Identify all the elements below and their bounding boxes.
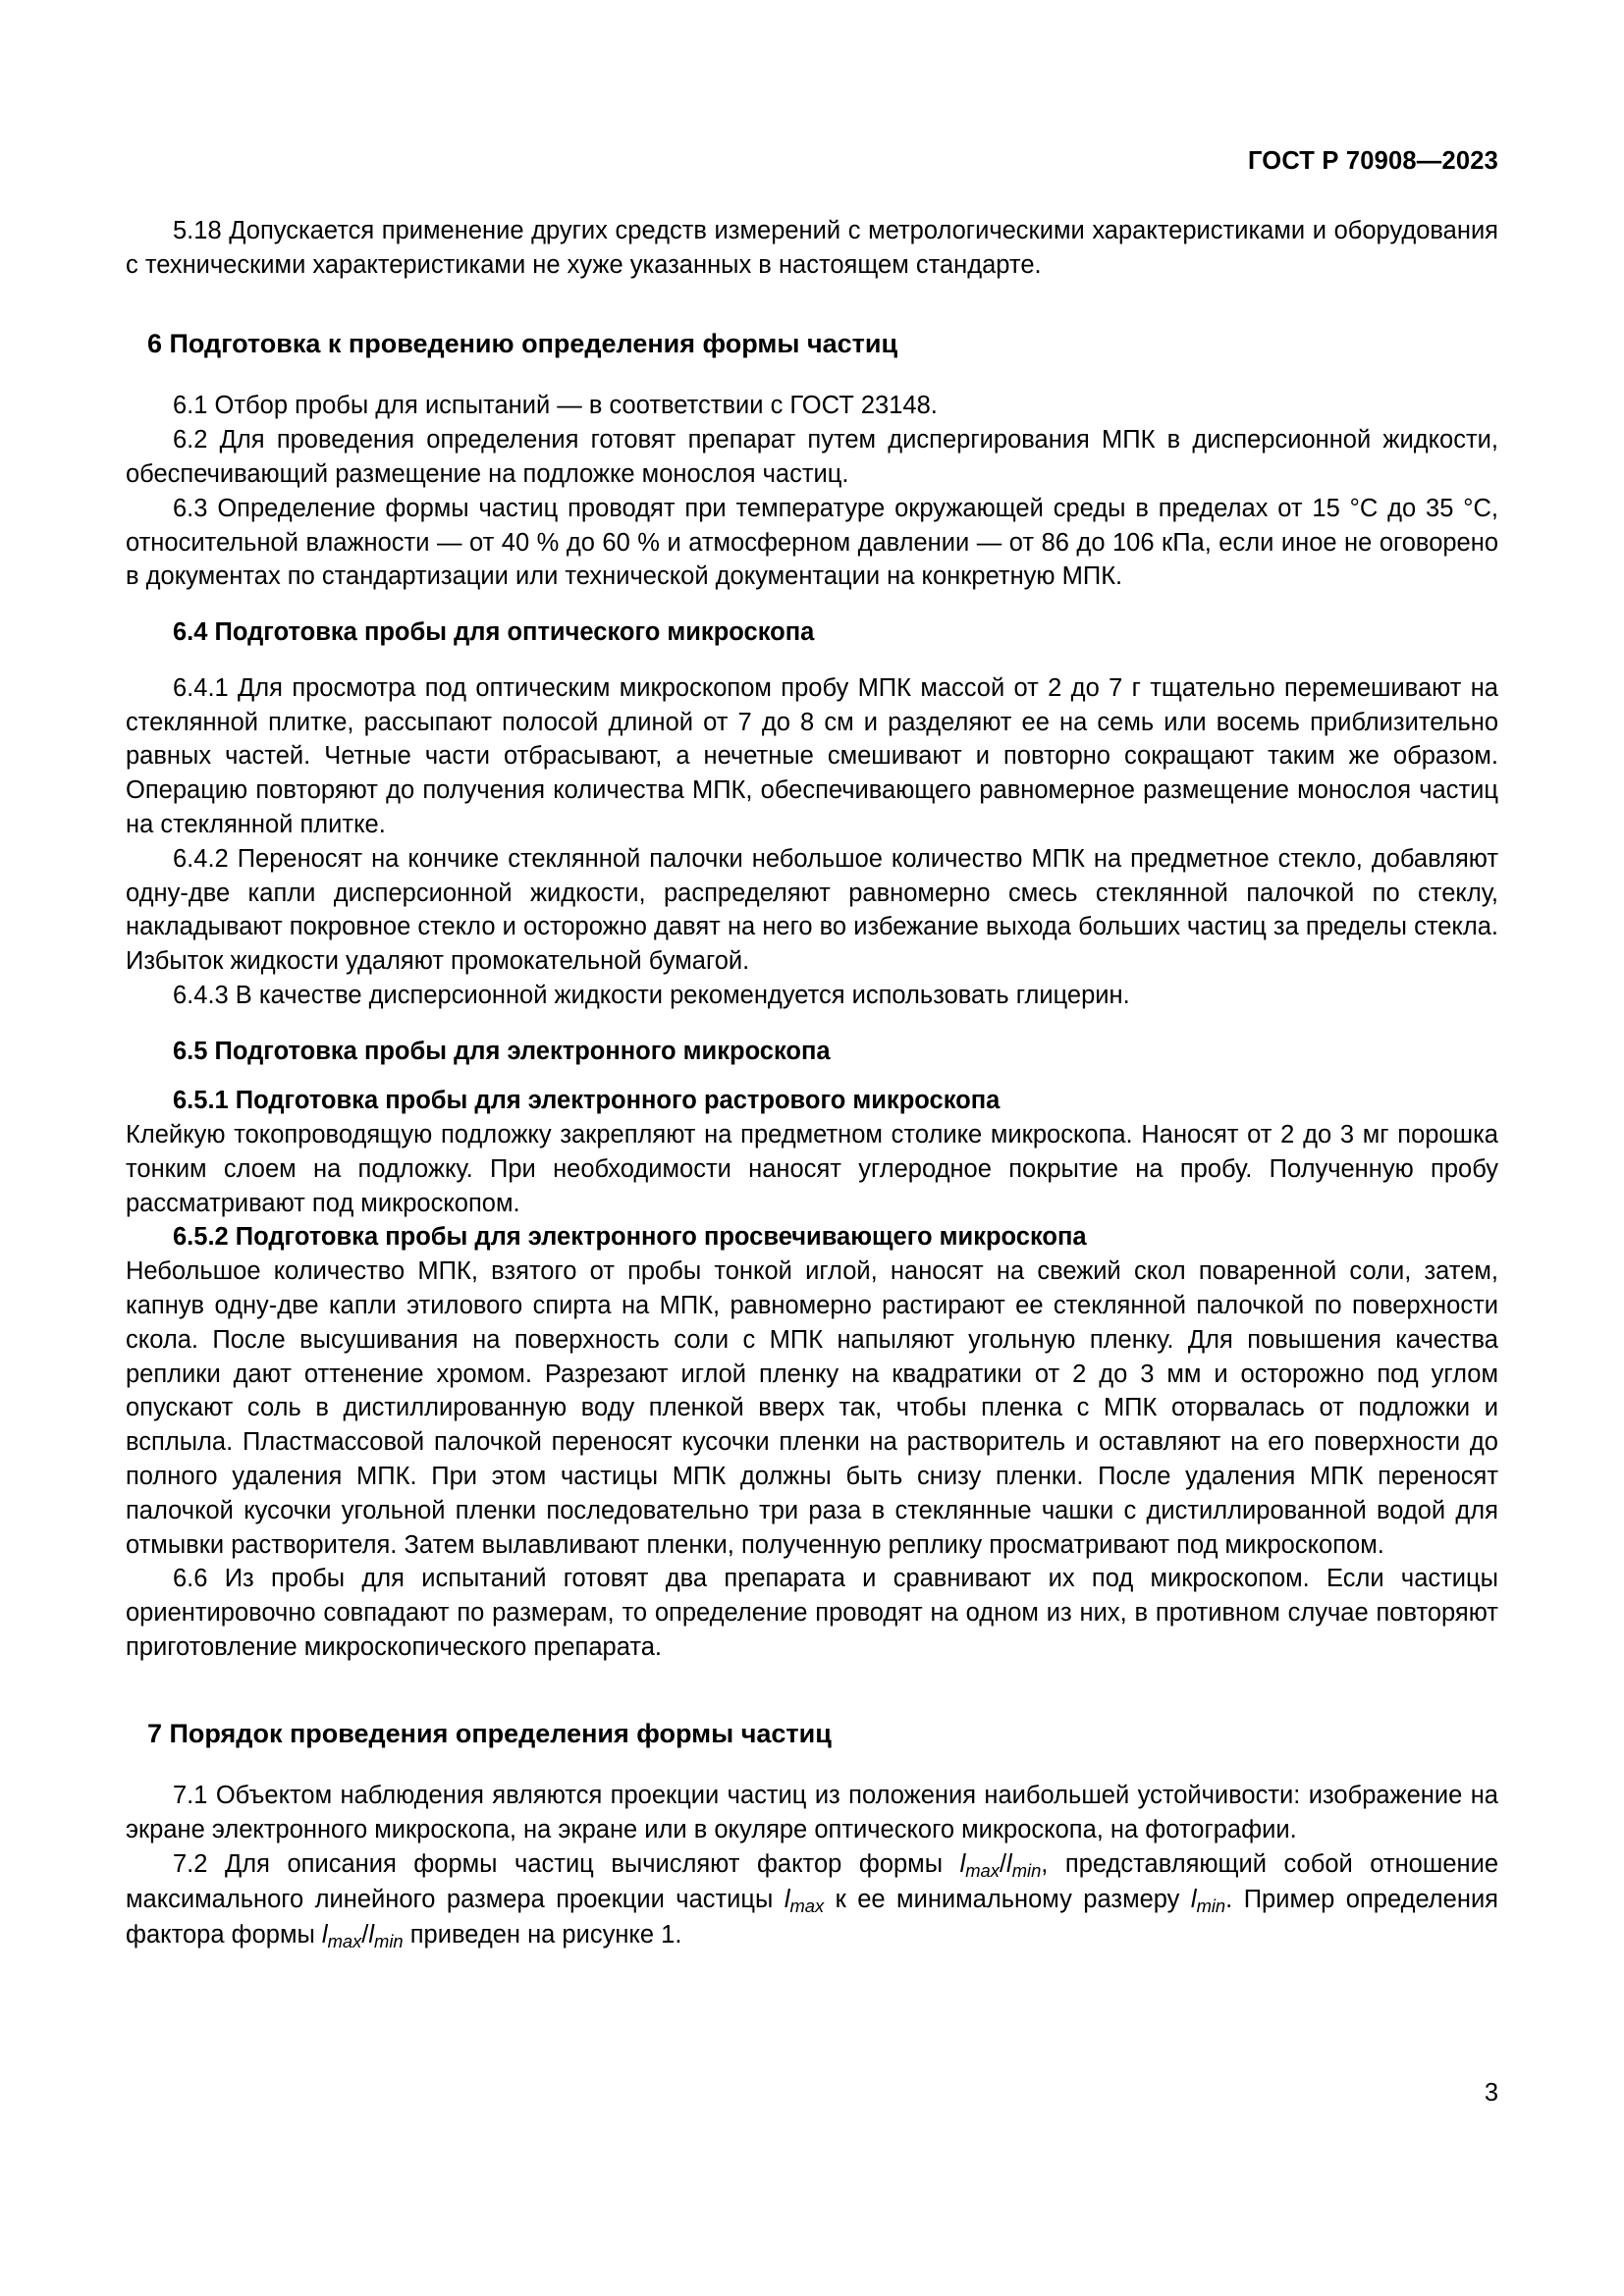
- paragraph-7-2-part-e: приведен на рисунке 1.: [403, 1921, 682, 1949]
- page-number: 3: [1484, 2079, 1498, 2107]
- heading-section-6-5-1: 6.5.1 Подготовка пробы для электронного растрового микроскопа: [173, 1087, 1001, 1115]
- heading-section-6-5: 6.5 Подготовка пробы для электронного микроскопа: [173, 1037, 831, 1065]
- paragraph-7-2-part-c: к ее минимальному размеру: [824, 1886, 1191, 1914]
- symbol-lmin-3: $l_{min}$: [368, 1921, 404, 1952]
- symbol-lmin-1: $l_{min}$: [1006, 1850, 1042, 1882]
- paragraph-6-5-2: Небольшое количество МПК, взятого от пробы тонкой иглой, наносят на свежий скол поваренной соли, затем, капнув одну-две капли этилового спирта на МПК, равномерно растирают ее стеклянной палочкой по поверхности скола. После высушивания на поверхность соли с МПК напыляют угольную пленку. Для повышения качества реплики дают оттенение хромом. Разрезают иглой пленку на квадратики от 2 до 3 мм и осторожно под углом опускают соль в дистиллированную воду пленкой вверх так, чтобы пленка с МПК оторвалась от подложки и всплыла. Пластмассовой палочкой переносят кусочки пленки на растворитель и оставляют на его поверхности до полного удаления МПК. При этом частицы МПК должны быть снизу пленки. После удаления МПК переносят палочкой кусочки угольной пленки последовательно три раза в стеклянные чашки с дистиллированной водой для отмывки растворителя. Затем вылавливают пленки, полученную реплику просматривают под микроскопом.: [126, 1257, 1498, 1559]
- paragraph-6-4-3: 6.4.3 В качестве дисперсионной жидкости рекомендуется использовать глицерин.: [173, 981, 1130, 1009]
- paragraph-7-2-part-d: . Пример определения фактора формы: [126, 1886, 1498, 1949]
- paragraph-6-2: 6.2 Для проведения определения готовят препарат путем диспергирования МПК в дисперсионной жидкости, обеспечивающий размещение на подложке монослоя частиц.: [126, 426, 1498, 488]
- symbol-lmax-2: $l_{max}$: [784, 1886, 825, 1917]
- paragraph-6-4-2: 6.4.2 Переносят на кончике стеклянной палочки небольшое количество МПК на предметное стекло, добавляют одну-две капли дисперсионной жидкости, распределяют равномерно смесь стеклянной палочкой по стеклу, накладывают покровное стекло и осторожно давят на него во избежание выхода больших частиц за пределы стекла. Избыток жидкости удаляют промокательной бумагой.: [126, 844, 1498, 976]
- paragraph-6-6: 6.6 Из пробы для испытаний готовят два препарата и сравнивают их под микроскопом. Если частицы ориентировочно совпадают по размерам, то определение проводят на одном из них, в противном случае повторяют приготовление микроскопического препарата.: [126, 1565, 1498, 1661]
- paragraph-6-3: 6.3 Определение формы частиц проводят при температуре окружающей среды в пределах от 15 °C до 35 °C, относительной влажности — от 40 % до 60 % и атмосферном давлении — от 86 до 106 кПа, если иное не оговорено в документах по стандартизации или технической документации на конкретную МПК.: [126, 494, 1498, 591]
- paragraph-6-4-1: 6.4.1 Для просмотра под оптическим микроскопом пробу МПК массой от 2 до 7 г тщательно перемешивают на стеклянной плитке, рассыпают полосой длиной от 7 до 8 см и разделяют ее на семь или восемь приблизительно равных частей. Четные части отбрасывают, а нечетные смешивают и повторно сокращают таким же образом. Операцию повторяют до получения количества МПК, обеспечивающего равномерное размещение монослоя частиц на стеклянной плитке.: [126, 673, 1498, 838]
- paragraph-7-2: 7.2 Для описания формы частиц вычисляют фактор формы $l_{max}/l_{min}$, представляющий собой отношение максимального линейного размера проекции частицы $l_{max}$ к ее минимальному размеру $l_{min}$. Пример определения фактора формы $l_{max}/l_{min}$ приведен на рисунке 1.: [126, 1850, 1499, 1952]
- symbol-lmin-2: $l_{min}$: [1190, 1886, 1226, 1917]
- paragraph-6-5-1: Клейкую токопроводящую подложку закрепляют на предметном столике микроскопа. Наносят от 2 до 3 мг порошка тонким слоем на подложку. При необходимости наносят углеродное покрытие на пробу. Полученную пробу рассматривают под микроскопом.: [126, 1121, 1498, 1217]
- symbol-lmax-1: $l_{max}$: [959, 1850, 1000, 1882]
- heading-section-6-4: 6.4 Подготовка пробы для оптического микроскопа: [173, 618, 815, 647]
- heading-section-6-5-2: 6.5.2 Подготовка пробы для электронного просвечивающего микроскопа: [173, 1223, 1087, 1252]
- document-body: [126, 214, 1498, 1954]
- paragraph-7-2-part-b: , представляющий собой отношение максимального линейного размера проекции частицы: [126, 1850, 1499, 1914]
- paragraph-6-1: 6.1 Отбор пробы для испытаний — в соответствии с ГОСТ 23148.: [173, 392, 938, 420]
- heading-section-7: 7 Порядок проведения определения формы частиц: [147, 1718, 832, 1748]
- paragraph-7-2-part-a: 7.2 Для описания формы частиц вычисляют фактор формы: [173, 1850, 960, 1879]
- heading-section-6: 6 Подготовка к проведению определения формы частиц: [147, 328, 898, 358]
- paragraph-7-1: 7.1 Объектом наблюдения являются проекции частиц из положения наибольшей устойчивости: изображение на экране электронного микроскопа, на экране или в окуляре оптического микроскопа, на фотографии.: [126, 1782, 1498, 1844]
- symbol-lmax-3: $l_{max}$: [321, 1921, 362, 1952]
- page-header-standard-id: ГОСТ Р 70908—2023: [1247, 147, 1498, 175]
- paragraph-5-18: 5.18 Допускается применение других средств измерений с метрологическими характеристиками и оборудования с техническими характеристиками не хуже указанных в настоящем стандарте.: [126, 217, 1498, 279]
